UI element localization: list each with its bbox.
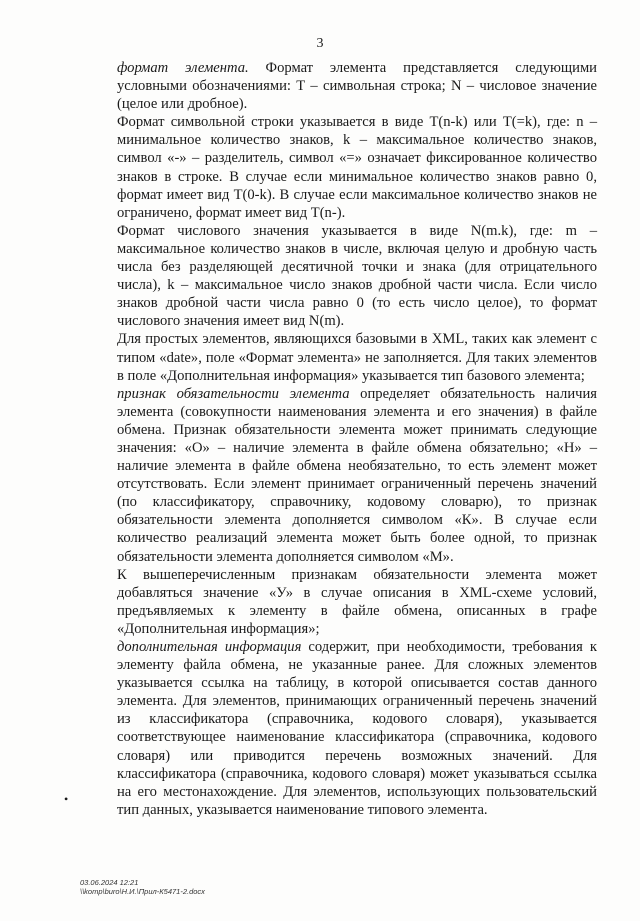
- margin-mark: •: [64, 792, 69, 806]
- footer-date: 03.06.2024 12:21: [80, 878, 139, 887]
- paragraph-number-format: [117, 222, 597, 331]
- term-format: формат элемента.: [117, 60, 249, 76]
- paragraph-text: содержит, при необходимости, требования к элементу файла обмена, не указанные ранее. Для сложных элементов указывается ссылка на таблицу, в которой описывается состав данного элемента. Для элементов, принимающих ограниченный перечень значений из классификатора (справочника, кодового словаря), указывается соответствующее наименование классификатора (справочника, кодового словаря) или приводится перечень возможных значений. Для классификатора (справочника, кодового словаря) может указываться ссылка на его местонахождение. Для элементов, использующих пользовательский тип данных, указывается наименование типового элемента.: [117, 639, 598, 818]
- paragraph-format: [117, 59, 597, 113]
- paragraph-text: Формат символьной строки указывается в виде T(n-k) или T(=k), где: n – минимальное количество знаков, k – максимальное количество знаков, символ «-» – разделитель, символ «=» означает фиксированное количество знаков в строке. В случае если минимальное количество знаков равно 0, формат имеет вид T(0-k). В случае если максимальное количество знаков не ограничено, формат имеет вид T(n-).: [117, 114, 597, 221]
- paragraph-additional-info: [117, 638, 597, 819]
- paragraph-text: Формат числового значения указывается в виде N(m.k), где: m – максимальное количество знаков в числе, включая целую и дробную часть числа без разделяющей десятичной точки и знака (для отрицательного числа), k – максимальное число знаков дробной части числа. Если число знаков дробной части числа равно 0 (то есть число целое), то формат числового значения имеет вид N(m).: [117, 222, 597, 330]
- paragraph-required-flag: [117, 385, 597, 566]
- paragraph-text: Для простых элементов, являющихся базовыми в XML, таких как элемент с типом «date», поле «Формат элемента» не заполняется. Для таких элементов в поле «Дополнительная информация» указывается тип базового элемента;: [117, 331, 597, 384]
- document-body: [117, 59, 597, 819]
- term-required-flag: признак обязательности элемента: [117, 385, 350, 402]
- page-number: 3: [316, 36, 324, 51]
- footer-file-path: \\komp\buro\Н.И.\Прил-К5471-2.docx: [80, 887, 205, 896]
- paragraph-text: Формат элемента представляется следующими условными обозначениями: Т – символьная строка; N – числовое значение (целое или дробное).: [117, 60, 597, 113]
- paragraph-string-format: [117, 113, 597, 222]
- paragraph-base-elements: [117, 330, 597, 384]
- document-footer: [80, 878, 205, 896]
- paragraph-text: определяет обязательность наличия элемента (совокупности наименования элемента и его значения) в файле обмена. Признак обязательности элемента может принимать следующие значения: «О» – наличие элемента в файле обмена обязательно; «Н» – наличие элемента в файле обмена необязательно, то есть элемент может отсутствовать. Если элемент принимает ограниченный перечень значений (по классификатору, справочнику, кодовому словарю), то признак обязательности элемента дополняется символом «К». В случае если количество реализаций элемента может быть более одной, то признак обязательности элемента дополняется символом «М».: [117, 385, 597, 565]
- term-additional-info: дополнительная информация: [117, 639, 302, 655]
- paragraph-condition-flag: [117, 566, 597, 638]
- paragraph-text: К вышеперечисленным признакам обязательности элемента может добавляться значение «У» в случае описания в XML-схеме условий, предъявляемых к элементу в файле обмена, описанных в графе «Дополнительная информация»;: [117, 566, 597, 637]
